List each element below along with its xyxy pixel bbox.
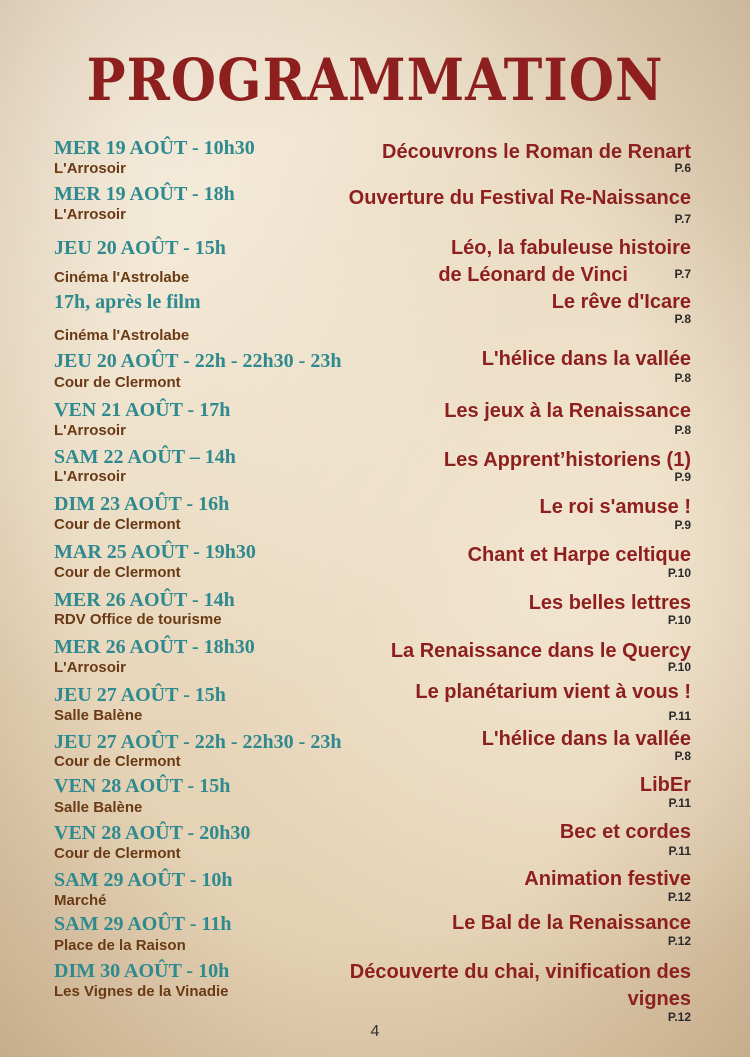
entry-page-ref: P.10: [667, 566, 691, 580]
entry-date: MAR 25 AOÛT - 19h30: [54, 541, 256, 563]
entry-date: JEU 27 AOÛT - 15h: [54, 684, 226, 706]
entry-page-ref: P.7: [674, 212, 691, 226]
entry-place: L'Arrosoir: [54, 468, 126, 485]
entry-event: Animation festive: [524, 868, 691, 890]
entry-page-ref: P.11: [668, 709, 691, 723]
entry-event: L'hélice dans la vallée: [481, 728, 691, 750]
entry-date: MER 19 AOÛT - 10h30: [54, 137, 255, 159]
entry-place: Salle Balène: [54, 707, 143, 724]
entry-event: L'hélice dans la vallée: [481, 348, 691, 370]
entry-date: VEN 28 AOÛT - 15h: [54, 775, 231, 797]
entry-date: 17h, après le film: [54, 291, 201, 313]
entry-page-ref: P.8: [674, 749, 691, 763]
entry-page-ref: P.10: [667, 613, 691, 627]
entry-page-ref: P.12: [667, 890, 691, 904]
entry-date: DIM 30 AOÛT - 10h: [54, 960, 230, 982]
entry-event: La Renaissance dans le Quercy: [390, 640, 691, 662]
entry-page-ref: P.6: [674, 161, 691, 175]
entry-page-ref: P.12: [667, 934, 691, 948]
entry-page-ref: P.9: [674, 470, 691, 484]
entry-place: Place de la Raison: [54, 937, 186, 954]
entry-place: Cour de Clermont: [54, 753, 181, 770]
page-number: 4: [370, 1023, 380, 1040]
entry-place: Salle Balène: [54, 799, 143, 816]
entry-event-line2: de Léonard de Vinci: [438, 264, 628, 286]
entry-place: RDV Office de tourisme: [54, 611, 222, 628]
entry-place: L'Arrosoir: [54, 206, 126, 223]
entry-page-ref: P.8: [674, 312, 691, 326]
entry-date: SAM 22 AOÛT – 14h: [54, 446, 236, 468]
entry-date: SAM 29 AOÛT - 11h: [54, 913, 232, 935]
entry-page-ref: P.8: [674, 371, 691, 385]
entry-event: Bec et cordes: [559, 821, 691, 843]
entry-page-ref: P.10: [667, 660, 691, 674]
entry-event: Le roi s'amuse !: [539, 496, 691, 518]
entry-date: JEU 27 AOÛT - 22h - 22h30 - 23h: [54, 731, 342, 753]
entry-date: MER 26 AOÛT - 14h: [54, 589, 235, 611]
entry-page-ref: P.8: [674, 423, 691, 437]
entry-page-ref: P.11: [668, 796, 691, 810]
entry-date: SAM 29 AOÛT - 10h: [54, 869, 233, 891]
entry-event: Le rêve d'Icare: [551, 291, 691, 313]
entry-date: VEN 28 AOÛT - 20h30: [54, 822, 251, 844]
entry-place: Cour de Clermont: [54, 845, 181, 862]
entry-event: LibEr: [639, 774, 691, 796]
entry-place: L'Arrosoir: [54, 422, 126, 439]
entry-page-ref: P.12: [667, 1010, 691, 1024]
entry-page-ref: P.7: [674, 267, 691, 281]
entry-event: Les jeux à la Renaissance: [444, 400, 691, 422]
page-title: PROGRAMMATION: [86, 46, 664, 115]
entry-event: Découvrons le Roman de Renart: [382, 141, 691, 163]
entry-place: Marché: [54, 892, 107, 909]
entry-event: Le planétarium vient à vous !: [415, 681, 691, 703]
entry-date: JEU 20 AOÛT - 22h - 22h30 - 23h: [54, 350, 342, 372]
entry-place: Cour de Clermont: [54, 374, 181, 391]
entry-event-line1: Léo, la fabuleuse histoire: [450, 237, 691, 259]
entry-place: L'Arrosoir: [54, 160, 126, 177]
entry-date: VEN 21 AOÛT - 17h: [54, 399, 231, 421]
entry-event: Les belles lettres: [528, 592, 691, 614]
entry-place: Cour de Clermont: [54, 564, 181, 581]
entry-page-ref: P.9: [674, 518, 691, 532]
entry-event: Chant et Harpe celtique: [467, 544, 691, 566]
entry-place: Cinéma l'Astrolabe: [54, 327, 190, 344]
entry-place: Cinéma l'Astrolabe: [54, 269, 190, 286]
entry-date: MER 26 AOÛT - 18h30: [54, 636, 255, 658]
entry-event-line1: Découverte du chai, vinification des: [349, 961, 691, 983]
entry-place: Les Vignes de la Vinadie: [54, 983, 229, 1000]
entry-place: Cour de Clermont: [54, 516, 181, 533]
entry-date: MER 19 AOÛT - 18h: [54, 183, 235, 205]
entry-page-ref: P.11: [668, 844, 691, 858]
entry-date: JEU 20 AOÛT - 15h: [54, 237, 226, 259]
entry-event: Le Bal de la Renaissance: [451, 912, 691, 934]
entry-event-line2: vignes: [627, 988, 691, 1010]
entry-event: Ouverture du Festival Re-Naissance: [348, 187, 691, 209]
entry-event: Les Apprent’historiens (1): [443, 449, 691, 471]
entry-date: DIM 23 AOÛT - 16h: [54, 493, 230, 515]
entry-place: L'Arrosoir: [54, 659, 126, 676]
